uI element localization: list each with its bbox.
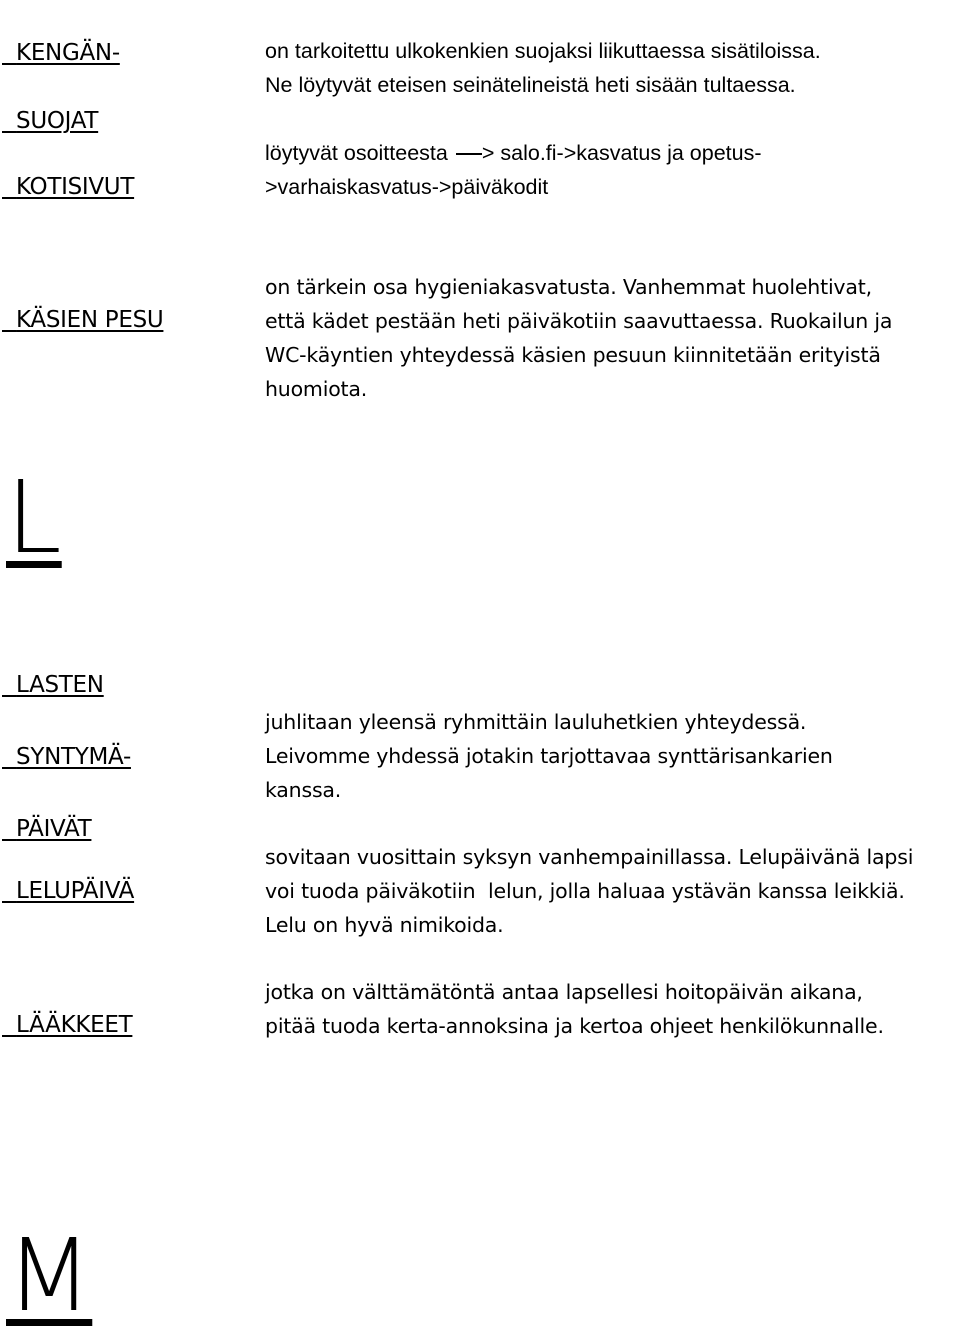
- term-line: PÄIVÄT: [16, 816, 92, 842]
- desc-line: pitää tuoda kerta-annoksina ja kertoa ohjeet henkilökunnalle.: [265, 1014, 884, 1038]
- term-line: SUOJAT: [16, 108, 99, 134]
- term-line: SYNTYMÄ-: [16, 744, 131, 770]
- desc-laakkeet: [265, 975, 955, 1043]
- section-letter-m: M: [6, 1217, 93, 1334]
- term-kasien-pesu: [2, 269, 163, 337]
- term-line: LÄÄKKEET: [16, 1012, 133, 1038]
- desc-line: jotka on välttämätöntä antaa lapsellesi hoitopäivän aikana,: [265, 980, 863, 1004]
- desc-lasten-syntymapaivat: [265, 705, 955, 807]
- desc-line: WC-käyntien yhteydessä käsien pesuun kiinnitetään erityistä: [265, 343, 881, 367]
- desc-line: juhlitaan yleensä ryhmittäin lauluhetkien yhteydessä.: [265, 710, 807, 734]
- desc-line: Ne löytyvät eteisen seinätelineistä heti sisään tultaessa.: [265, 73, 796, 97]
- term-kengansuojat: [2, 2, 120, 138]
- section-letter-l: L: [6, 459, 62, 576]
- desc-kasien-pesu: [265, 270, 955, 406]
- desc-fragment: > salo.fi->kasvatus ja opetus-: [481, 141, 762, 165]
- term-line: KÄSIEN PESU: [16, 307, 164, 333]
- desc-line: sovitaan vuosittain syksyn vanhempainillassa. Lelupäivänä lapsi: [265, 845, 914, 869]
- term-kotisivut: [2, 136, 134, 204]
- desc-line: >varhaiskasvatus->päiväkodit: [265, 175, 549, 199]
- term-lelupaiva: [2, 840, 134, 908]
- desc-fragment: löytyvät osoitteesta: [265, 141, 448, 165]
- term-lasten-syntymapaivat: [2, 631, 131, 847]
- desc-line: [265, 136, 955, 170]
- desc-line: on tarkoitettu ulkokenkien suojaksi liikuttaessa sisätiloissa.: [265, 39, 821, 63]
- term-line: KOTISIVUT: [16, 174, 135, 200]
- desc-kengansuojat: [265, 34, 955, 102]
- desc-line: huomiota.: [265, 377, 368, 401]
- arrow-icon: [456, 153, 482, 155]
- desc-kotisivut: [265, 136, 955, 204]
- desc-line: Leivomme yhdessä jotakin tarjottavaa synttärisankarien: [265, 744, 833, 768]
- desc-line: on tärkein osa hygieniakasvatusta. Vanhemmat huolehtivat,: [265, 275, 872, 299]
- desc-lelupaiva: [265, 840, 955, 942]
- desc-line: Lelu on hyvä nimikoida.: [265, 913, 504, 937]
- desc-line: kanssa.: [265, 778, 342, 802]
- term-line: LASTEN: [16, 672, 104, 698]
- term-laakkeet: [2, 974, 132, 1042]
- term-line: LELUPÄIVÄ: [16, 878, 135, 904]
- desc-line: voi tuoda päiväkotiin lelun, jolla haluaa ystävän kanssa leikkiä.: [265, 879, 905, 903]
- term-line: KENGÄN-: [16, 40, 120, 66]
- desc-line: että kädet pestään heti päiväkotiin saavuttaessa. Ruokailun ja: [265, 309, 893, 333]
